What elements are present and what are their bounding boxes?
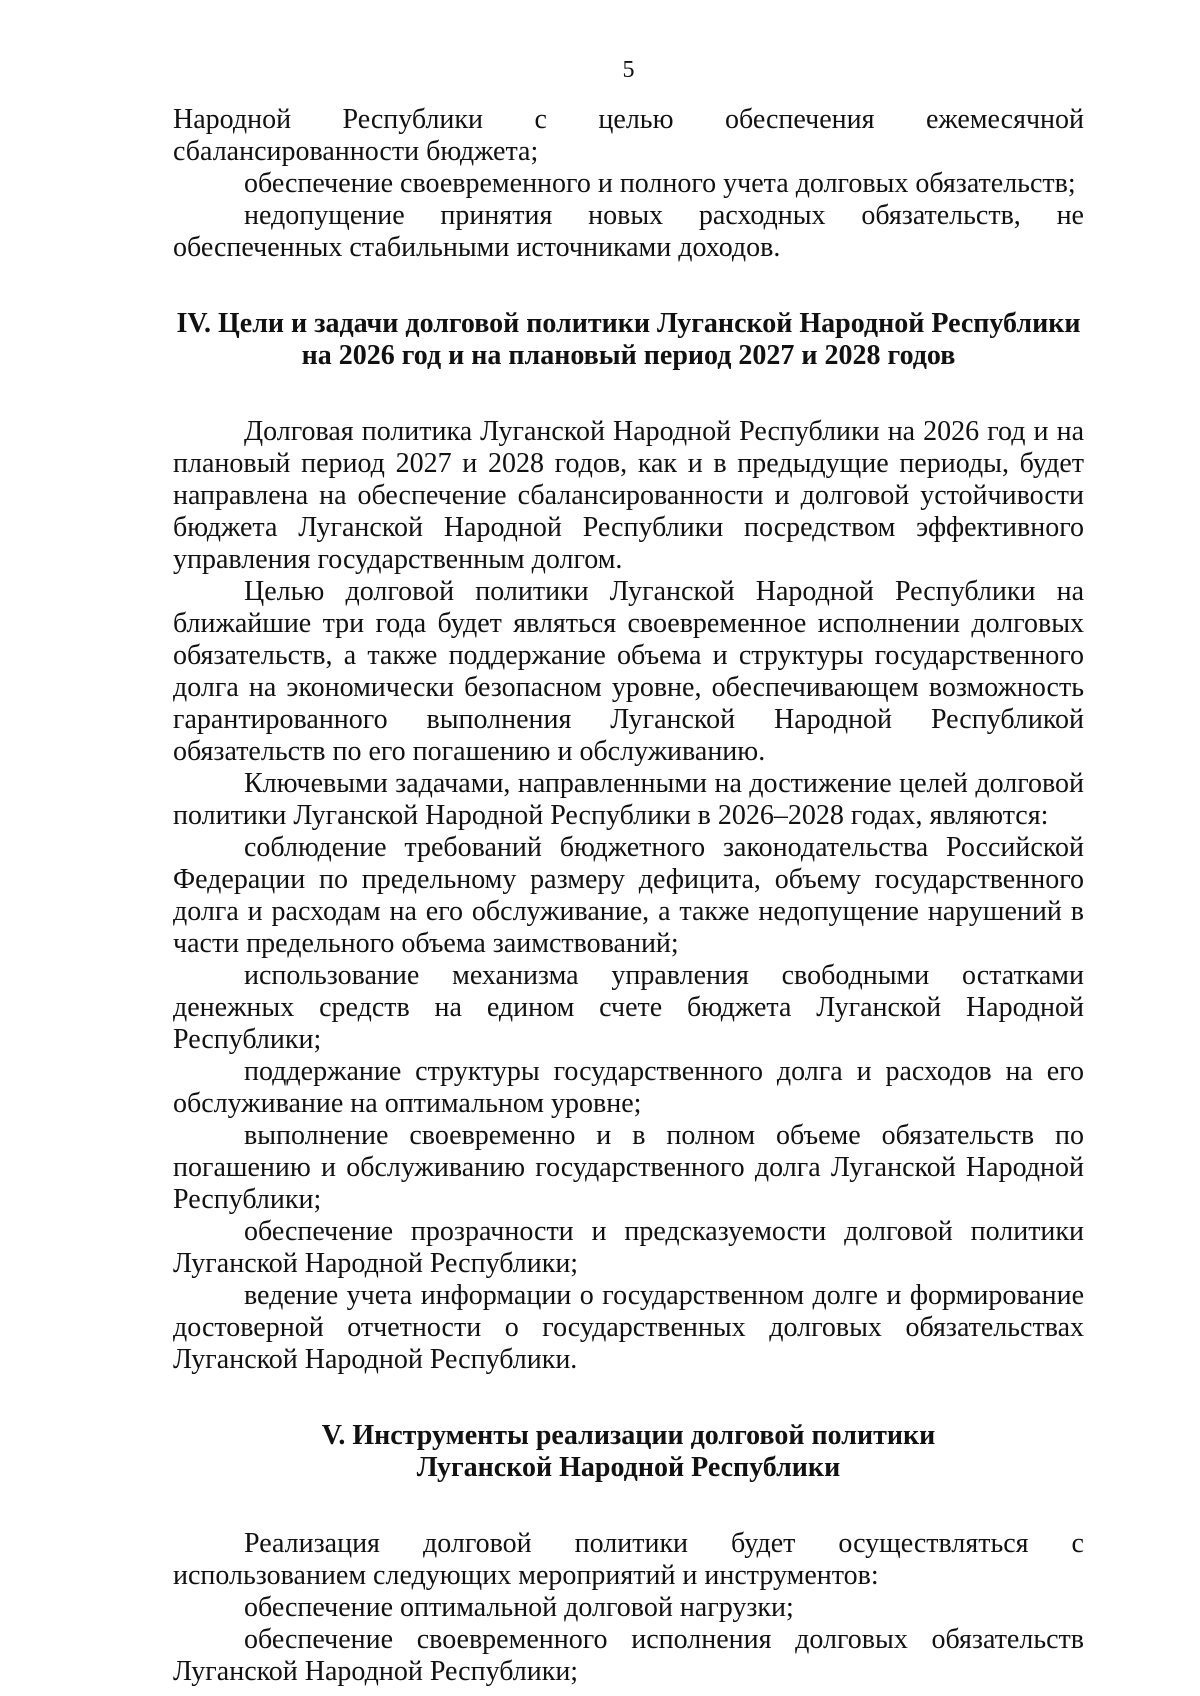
- section-4-heading: [173, 308, 1084, 372]
- intro-paragraph-2: обеспечение своевременного и полного учета долговых обязательств;: [244, 168, 1076, 199]
- section-4-paragraph: Ключевыми задачами, направленными на достижение целей долговой политики Луганской Народной Республики в 2026–2028 годах, являются:: [173, 768, 1084, 831]
- section-4-list-item: соблюдение требований бюджетного законодательства Российской Федерации по предельному размеру дефицита, объему государственного долга и расходам на его обслуживание, а также недопущение нарушений в части предельного объема заимствований;: [173, 832, 1084, 959]
- section-5-list-item: обеспечение своевременного исполнения долговых обязательств Луганской Народной Республики;: [173, 1624, 1084, 1687]
- section-4-list-item: обеспечение прозрачности и предсказуемости долговой политики Луганской Народной Республики;: [173, 1216, 1084, 1279]
- intro-paragraph-1: Народной Республики с целью обеспечения ежемесячной сбалансированности бюджета;: [173, 104, 1084, 167]
- section-4-list-item: использование механизма управления свободными остатками денежных средств на едином счете бюджета Луганской Народной Республики;: [173, 960, 1084, 1055]
- section-4-paragraph: Долговая политика Луганской Народной Республики на 2026 год и на плановый период 2027 и 2028 годов, как и в предыдущие периоды, будет направлена на обеспечение сбалансированности и долговой устойчивости бюджета Луганской Народной Республики посредством эффективного управления государственным долгом.: [173, 416, 1084, 575]
- page-number: 5: [622, 57, 635, 83]
- section-5-paragraph: Реализация долговой политики будет осуществляться с использованием следующих мероприятий и инструментов:: [173, 1528, 1084, 1591]
- section-5-title-line-1: V. Инструменты реализации долговой политики: [321, 1420, 936, 1451]
- section-5-title-line-2: Луганской Народной Республики: [416, 1452, 841, 1483]
- section-4-title-line-1: IV. Цели и задачи долговой политики Луганской Народной Республики: [176, 308, 1081, 339]
- section-4-list-item: ведение учета информации о государственном долге и формирование достоверной отчетности о государственных долговых обязательствах Луганской Народной Республики.: [173, 1280, 1084, 1375]
- section-4-list-item: выполнение своевременно и в полном объеме обязательств по погашению и обслуживанию государственного долга Луганской Народной Республики;: [173, 1120, 1084, 1215]
- section-5-heading: [173, 1420, 1084, 1484]
- intro-paragraph-3: недопущение принятия новых расходных обязательств, не обеспеченных стабильными источниками доходов.: [173, 200, 1084, 263]
- section-4-list-item: поддержание структуры государственного долга и расходов на его обслуживание на оптимальном уровне;: [173, 1056, 1084, 1119]
- section-4-paragraph: Целью долговой политики Луганской Народной Республики на ближайшие три года будет являться своевременное исполнении долговых обязательств, а также поддержание объема и структуры государственного долга на экономически безопасном уровне, обеспечивающем возможность гарантированного выполнения Луганской Народной Республикой обязательств по его погашению и обслуживанию.: [173, 576, 1084, 767]
- section-5-list-item: обеспечение оптимальной долговой нагрузки;: [244, 1592, 794, 1623]
- section-4-title-line-2: на 2026 год и на плановый период 2027 и 2028 годов: [301, 340, 956, 371]
